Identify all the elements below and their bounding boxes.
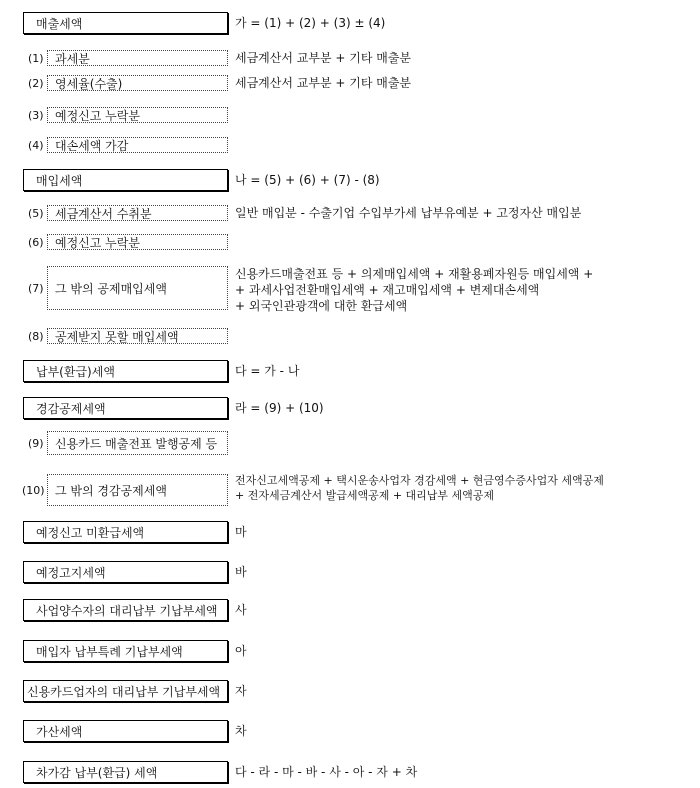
non-deductible-box: [47, 328, 228, 344]
preliminary-unrefunded-label: 예정신고 미환급세액: [36, 525, 145, 540]
other-deductible-desc-2: + 과세사업전환매입세액 + 재고매입세액 + 변제대손세액: [235, 283, 540, 297]
zero-rate-label: 영세율(수출): [55, 76, 123, 91]
non-deductible-label: 공제받지 못할 매입세액: [55, 329, 179, 344]
transferee-proxy-box: [23, 599, 228, 621]
zero-rate-desc: 세금계산서 교부분 + 기타 매출분: [235, 76, 412, 90]
taxable-sales-label: 과세분: [55, 51, 90, 66]
item-number: (2): [28, 76, 44, 90]
transferee-proxy-symbol: 사: [235, 603, 247, 617]
preliminary-notice-label: 예정고지세액: [36, 565, 106, 580]
additional-tax-label: 가산세액: [36, 724, 83, 739]
payable-tax-label: 납부(환급)세액: [36, 364, 115, 379]
item-number: (10): [22, 483, 45, 497]
bad-debt-adjust-box: [47, 137, 228, 153]
other-reduction-label: 그 밖의 경감공제세액: [55, 483, 167, 498]
item-number: (9): [28, 436, 44, 450]
preliminary-omission-purchase-label: 예정신고 누락분: [55, 235, 140, 250]
item-number: (8): [28, 329, 44, 343]
sales-tax-box: [23, 12, 228, 34]
invoice-received-desc: 일반 매입분 - 수출기업 수입부가세 납부유예분 + 고정자산 매입분: [235, 206, 582, 220]
item-number: (3): [28, 108, 44, 122]
other-reduction-desc-2: + 전자세금계산서 발급세액공제 + 대리납부 세액공제: [235, 489, 495, 502]
preliminary-notice-symbol: 바: [235, 565, 247, 579]
final-payable-label: 차가감 납부(환급) 세액: [36, 765, 158, 780]
reduction-tax-label: 경감공제세액: [36, 401, 106, 416]
other-reduction-desc-1: 전자신고세액공제 + 택시운송사업자 경감세액 + 현금영수증사업자 세액공제: [235, 474, 604, 487]
preliminary-notice-box: [23, 561, 228, 583]
invoice-received-box: [47, 205, 228, 221]
payable-tax-formula: 다 = 가 - 나: [235, 364, 300, 378]
other-deductible-desc-1: 신용카드매출전표 등 + 의제매입세액 + 재활용폐자원등 매입세액 +: [235, 267, 594, 281]
taxable-sales-box: [47, 50, 228, 66]
final-payable-box: [23, 761, 228, 783]
item-number: (7): [28, 281, 44, 295]
preliminary-omission-sales-label: 예정신고 누락분: [55, 108, 140, 123]
payable-tax-box: [23, 360, 228, 382]
preliminary-omission-sales-box: [47, 107, 228, 123]
card-receipt-credit-box: [47, 431, 228, 455]
item-number: (6): [28, 235, 44, 249]
invoice-received-label: 세금계산서 수취분: [55, 206, 152, 221]
taxable-sales-desc: 세금계산서 교부분 + 기타 매출분: [235, 51, 412, 65]
card-company-proxy-label: 신용카드업자의 대리납부 기납부세액: [27, 684, 221, 699]
other-deductible-box: [47, 266, 228, 310]
reduction-tax-formula: 라 = (9) + (10): [235, 401, 324, 415]
buyer-special-box: [23, 640, 228, 662]
card-receipt-credit-label: 신용카드 매출전표 발행공제 등: [55, 436, 218, 451]
purchase-tax-box: [23, 169, 228, 191]
card-company-proxy-symbol: 자: [235, 684, 247, 698]
item-number: (4): [28, 138, 44, 152]
sales-tax-label: 매출세액: [36, 16, 83, 31]
purchase-tax-formula: 나 = (5) + (6) + (7) - (8): [235, 173, 380, 187]
other-deductible-desc-3: + 외국인관광객에 대한 환급세액: [235, 299, 408, 313]
item-number: (1): [28, 51, 44, 65]
card-company-proxy-box: [23, 680, 228, 702]
preliminary-unrefunded-symbol: 마: [235, 525, 247, 539]
buyer-special-symbol: 아: [235, 644, 247, 658]
purchase-tax-label: 매입세액: [36, 173, 83, 188]
buyer-special-label: 매입자 납부특례 기납부세액: [36, 644, 183, 659]
transferee-proxy-label: 사업양수자의 대리납부 기납부세액: [36, 603, 218, 618]
other-deductible-label: 그 밖의 공제매입세액: [55, 281, 167, 296]
preliminary-omission-purchase-box: [47, 234, 228, 250]
item-number: (5): [28, 206, 44, 220]
zero-rate-box: [47, 75, 228, 91]
reduction-tax-box: [23, 397, 228, 419]
other-reduction-box: [47, 474, 228, 506]
sales-tax-formula: 가 = (1) + (2) + (3) ± (4): [235, 16, 386, 30]
preliminary-unrefunded-box: [23, 521, 228, 543]
additional-tax-box: [23, 720, 228, 742]
final-payable-formula: 다 - 라 - 마 - 바 - 사 - 아 - 자 + 차: [235, 765, 418, 779]
additional-tax-symbol: 차: [235, 724, 247, 738]
bad-debt-adjust-label: 대손세액 가감: [55, 138, 129, 153]
